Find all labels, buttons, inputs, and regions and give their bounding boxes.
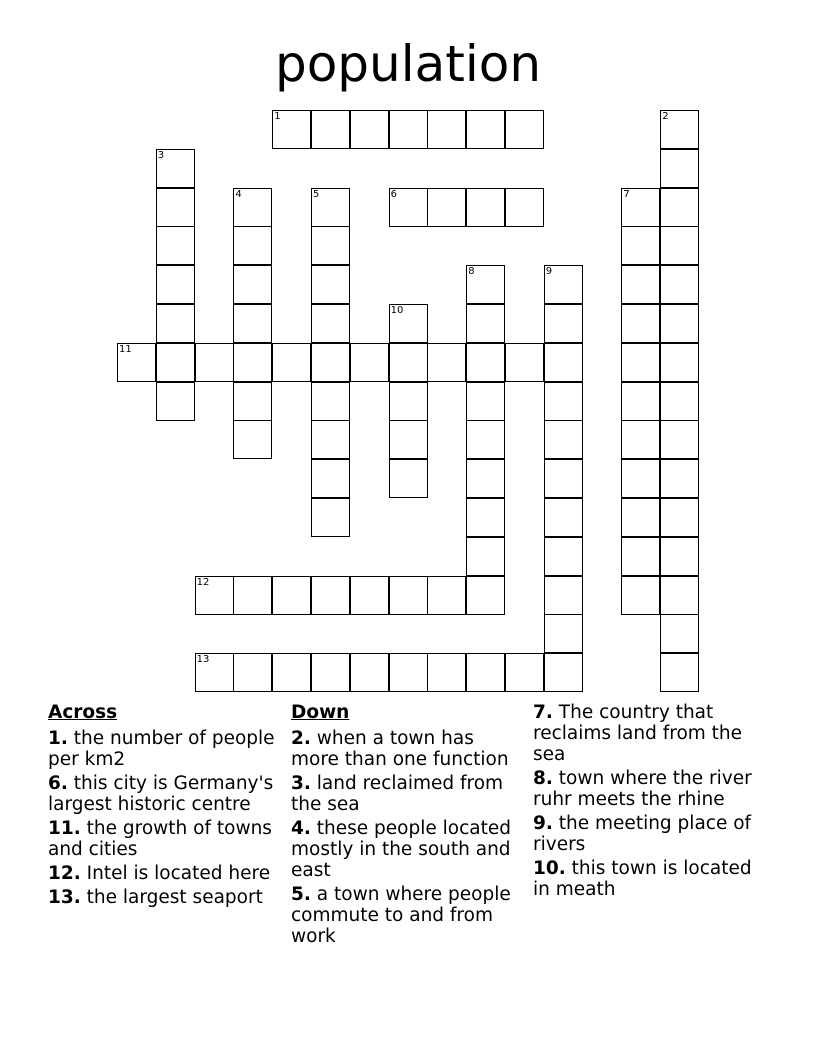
grid-cell[interactable] — [544, 420, 583, 459]
clue-across-11: 11. the growth of towns and cities — [48, 818, 272, 860]
grid-cell[interactable] — [466, 382, 505, 421]
grid-cell[interactable] — [544, 614, 583, 653]
grid-cell[interactable] — [427, 343, 466, 382]
grid-cell[interactable] — [311, 459, 350, 498]
down-clues — [291, 702, 523, 950]
grid-cell[interactable] — [156, 149, 195, 188]
clue-down-4: 4. these people located mostly in the south and east — [291, 818, 511, 881]
grid-cell[interactable] — [311, 304, 350, 343]
grid-cell[interactable] — [466, 188, 505, 227]
grid-cell[interactable] — [621, 537, 660, 576]
cell-number: 10 — [390, 305, 404, 316]
grid-cell[interactable] — [621, 226, 660, 265]
grid-cell[interactable] — [389, 343, 428, 382]
grid-cell[interactable] — [505, 110, 544, 149]
grid-cell[interactable] — [427, 188, 466, 227]
across-heading: Across — [48, 702, 118, 723]
cell-number: 4 — [235, 188, 242, 200]
grid-cell[interactable] — [156, 265, 195, 304]
grid-cell[interactable] — [660, 653, 699, 692]
grid-cell[interactable] — [660, 459, 699, 498]
puzzle-title: population — [274, 35, 542, 93]
grid-cell[interactable] — [311, 576, 350, 615]
grid-cell[interactable] — [311, 110, 350, 149]
grid-cell[interactable] — [350, 343, 389, 382]
grid-cell[interactable] — [466, 459, 505, 498]
grid-cell[interactable] — [660, 614, 699, 653]
clue-across-13: 13. the largest seaport — [48, 887, 263, 908]
grid-cell[interactable] — [544, 343, 583, 382]
grid-cell[interactable] — [389, 382, 428, 421]
cell-number: 11 — [119, 343, 132, 355]
clue-down-7: 7. The country that reclaims land from the sea — [533, 702, 743, 765]
grid-cell[interactable] — [195, 653, 234, 692]
grid-cell[interactable] — [233, 188, 272, 227]
grid-cell[interactable] — [544, 498, 583, 537]
cell-number: 5 — [313, 188, 320, 200]
clue-down-9: 9. the meeting place of rivers — [533, 813, 752, 855]
grid-cell[interactable] — [311, 188, 350, 227]
cell-number: 2 — [662, 111, 669, 122]
grid-cell[interactable] — [621, 420, 660, 459]
grid-cell[interactable] — [660, 304, 699, 343]
clue-down-3: 3. land reclaimed from the sea — [291, 773, 504, 815]
grid-cell[interactable] — [272, 576, 311, 615]
grid-cell[interactable] — [389, 653, 428, 692]
cell-number: 8 — [468, 266, 475, 278]
grid-cell[interactable] — [389, 459, 428, 498]
grid-cell[interactable] — [350, 576, 389, 615]
cell-number: 3 — [157, 149, 165, 161]
grid-cell[interactable] — [311, 653, 350, 692]
grid-cell[interactable] — [311, 265, 350, 304]
grid-cell[interactable] — [466, 343, 505, 382]
grid-cell[interactable] — [350, 110, 389, 149]
grid-cell[interactable] — [156, 382, 195, 421]
grid-cell[interactable] — [156, 226, 195, 265]
grid-cell[interactable] — [389, 420, 428, 459]
grid-cell[interactable] — [621, 188, 660, 227]
grid-cell[interactable] — [660, 265, 699, 304]
grid-cell[interactable] — [621, 498, 660, 537]
grid-cell[interactable] — [660, 149, 699, 188]
grid-cell[interactable] — [660, 537, 699, 576]
grid-cell[interactable] — [427, 576, 466, 615]
grid-cell[interactable] — [660, 343, 699, 382]
grid-cell[interactable] — [544, 459, 583, 498]
clue-down-8: 8. town where the river ruhr meets the rhine — [533, 768, 752, 810]
grid-cell[interactable] — [466, 110, 505, 149]
grid-cell[interactable] — [272, 343, 311, 382]
grid-cell[interactable] — [544, 304, 583, 343]
grid-cell[interactable] — [621, 304, 660, 343]
grid-cell[interactable] — [233, 576, 272, 615]
grid-cell[interactable] — [621, 343, 660, 382]
grid-cell[interactable] — [466, 498, 505, 537]
grid-cell[interactable] — [233, 265, 272, 304]
cell-number: 1 — [274, 111, 281, 122]
cell-number: 6 — [390, 188, 397, 200]
grid-cell[interactable] — [311, 343, 350, 382]
grid-cell[interactable] — [505, 653, 544, 692]
clue-down-2: 2. when a town has more than one function — [291, 728, 509, 770]
across-clues — [48, 702, 278, 911]
grid-cell[interactable] — [427, 653, 466, 692]
grid-cell[interactable] — [233, 343, 272, 382]
down-clues-continued — [533, 702, 769, 903]
grid-cell[interactable] — [311, 226, 350, 265]
grid-cell[interactable] — [233, 304, 272, 343]
grid-cell[interactable] — [311, 382, 350, 421]
grid-cell[interactable] — [233, 382, 272, 421]
grid-cell[interactable] — [389, 110, 428, 149]
clue-across-1: 1. the number of people per km2 — [48, 728, 275, 770]
clue-across-12: 12. Intel is located here — [48, 863, 271, 884]
grid-cell[interactable] — [427, 110, 466, 149]
grid-cell[interactable] — [505, 188, 544, 227]
grid-cell[interactable] — [466, 304, 505, 343]
grid-cell[interactable] — [233, 653, 272, 692]
clue-down-5: 5. a town where people commute to and from work — [291, 884, 511, 947]
grid-cell[interactable] — [660, 576, 699, 615]
grid-cell[interactable] — [389, 576, 428, 615]
grid-cell[interactable] — [466, 576, 505, 615]
grid-cell[interactable] — [389, 304, 428, 343]
grid-cell[interactable] — [660, 420, 699, 459]
grid-cell[interactable] — [466, 537, 505, 576]
grid-cell[interactable] — [233, 226, 272, 265]
grid-cell[interactable] — [311, 498, 350, 537]
grid-cell[interactable] — [621, 576, 660, 615]
grid-cell[interactable] — [544, 382, 583, 421]
grid-cell[interactable] — [660, 382, 699, 421]
cell-number: 7 — [623, 188, 630, 200]
grid-cell[interactable] — [660, 110, 699, 149]
grid-cell[interactable] — [621, 459, 660, 498]
grid-cell[interactable] — [660, 188, 699, 227]
grid-cell[interactable] — [117, 343, 156, 382]
cell-number: 12 — [196, 576, 210, 588]
grid-cell[interactable] — [156, 304, 195, 343]
grid-cell[interactable] — [621, 265, 660, 304]
grid-cell[interactable] — [544, 653, 583, 692]
cell-number: 9 — [545, 266, 553, 278]
grid-cell[interactable] — [350, 653, 389, 692]
grid-cell[interactable] — [389, 188, 428, 227]
grid-cell[interactable] — [544, 576, 583, 615]
grid-cell[interactable] — [466, 420, 505, 459]
grid-cell[interactable] — [660, 498, 699, 537]
grid-cell[interactable] — [660, 226, 699, 265]
grid-cell[interactable] — [156, 188, 195, 227]
cell-number: 13 — [196, 654, 210, 666]
grid-cell[interactable] — [466, 265, 505, 304]
grid-cell[interactable] — [156, 343, 195, 382]
clue-down-10: 10. this town is located in meath — [533, 858, 752, 900]
grid-cell[interactable] — [544, 537, 583, 576]
grid-cell[interactable] — [195, 576, 234, 615]
grid-cell[interactable] — [233, 420, 272, 459]
grid-cell[interactable] — [544, 265, 583, 304]
grid-cell[interactable] — [195, 343, 234, 382]
grid-cell[interactable] — [505, 343, 544, 382]
grid-cell[interactable] — [272, 653, 311, 692]
grid-cell[interactable] — [621, 382, 660, 421]
down-heading: Down — [291, 702, 350, 723]
grid-cell[interactable] — [272, 110, 311, 149]
clue-across-6: 6. this city is Germany's largest historic centre — [48, 773, 274, 815]
grid-cell[interactable] — [311, 420, 350, 459]
grid-cell[interactable] — [466, 653, 505, 692]
